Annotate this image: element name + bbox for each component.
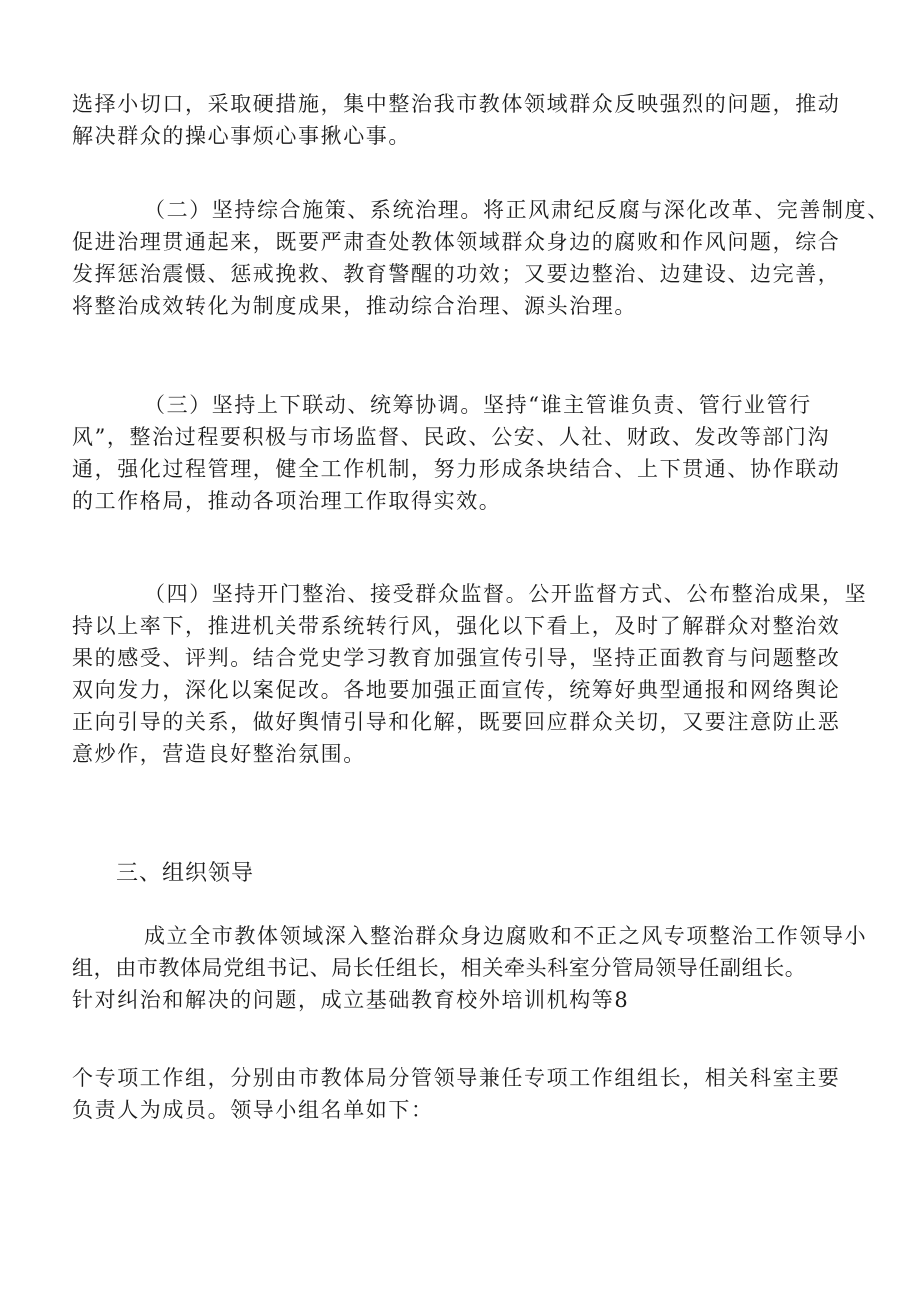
paragraph-point-3 <box>72 389 872 517</box>
text-line: 果的感受、评判。结合党史学习教育加强宣传引导，坚持正面教育与问题整改 <box>72 646 841 670</box>
paragraph-intro <box>72 88 872 152</box>
text-line: 个专项工作组，分别由市教体局分管领导兼任专项工作组组长，相关科室主要 <box>72 1066 841 1090</box>
text-line: 选择小切口，采取硬措施，集中整治我市教体领域群众反映强烈的问题，推动 <box>72 92 841 116</box>
paragraph-working-groups <box>72 1062 872 1126</box>
section-heading: 三、组织领导 <box>116 861 255 886</box>
text-line: 针对纠治和解决的问题，成立基础教育校外培训机构等8 <box>72 988 630 1012</box>
text-line: 发挥惩治震慑、惩戒挽救、教育警醒的功效；又要边整治、边建设、边完善， <box>72 262 841 286</box>
text-line: 的工作格局，推动各项治理工作取得实效。 <box>72 489 502 513</box>
text-line: 双向发力，深化以案促改。各地要加强正面宣传，统筹好典型通报和网络舆论 <box>72 678 841 702</box>
text-line: 通，强化过程管理，健全工作机制，努力形成条块结合、上下贯通、协作联动 <box>72 457 841 481</box>
text-line: 组，由市教体局党组书记、局长任组长，相关牵头科室分管局领导任副组长。 <box>72 956 807 980</box>
text-line: 风”，整治过程要积极与市场监督、民政、公安、人社、财政、发改等部门沟 <box>72 425 831 449</box>
text-line: 正向引导的关系，做好舆情引导和化解，既要回应群众关切，又要注意防止恶 <box>72 710 841 734</box>
text-line: 意炒作，营造良好整治氛围。 <box>72 742 366 766</box>
text-line: 负责人为成员。领导小组名单如下： <box>72 1098 434 1122</box>
text-line: 成立全市教体领域深入整治群众身边腐败和不正之风专项整治工作领导小 <box>144 924 868 948</box>
text-line: 解决群众的操心事烦心事揪心事。 <box>72 124 411 148</box>
text-line: （四）坚持开门整治、接受群众监督。公开监督方式、公布整治成果，坚 <box>144 582 868 606</box>
text-line: （三）坚持上下联动、统筹协调。坚持“谁主管谁负责、管行业管行 <box>144 393 812 417</box>
paragraph-point-2 <box>72 194 890 322</box>
text-line: 促进治理贯通起来，既要严肃查处教体领域群众身边的腐败和作风问题，综合 <box>72 230 841 254</box>
paragraph-leadership-group <box>72 920 872 1016</box>
paragraph-point-4 <box>72 578 872 770</box>
text-line: 将整治成效转化为制度成果，推动综合治理、源头治理。 <box>72 294 637 318</box>
text-line: 持以上率下，推进机关带系统转行风，强化以下看上，及时了解群众对整治效 <box>72 614 841 638</box>
text-line: （二）坚持综合施策、系统治理。将正风肃纪反腐与深化改革、完善制度、 <box>144 198 890 222</box>
